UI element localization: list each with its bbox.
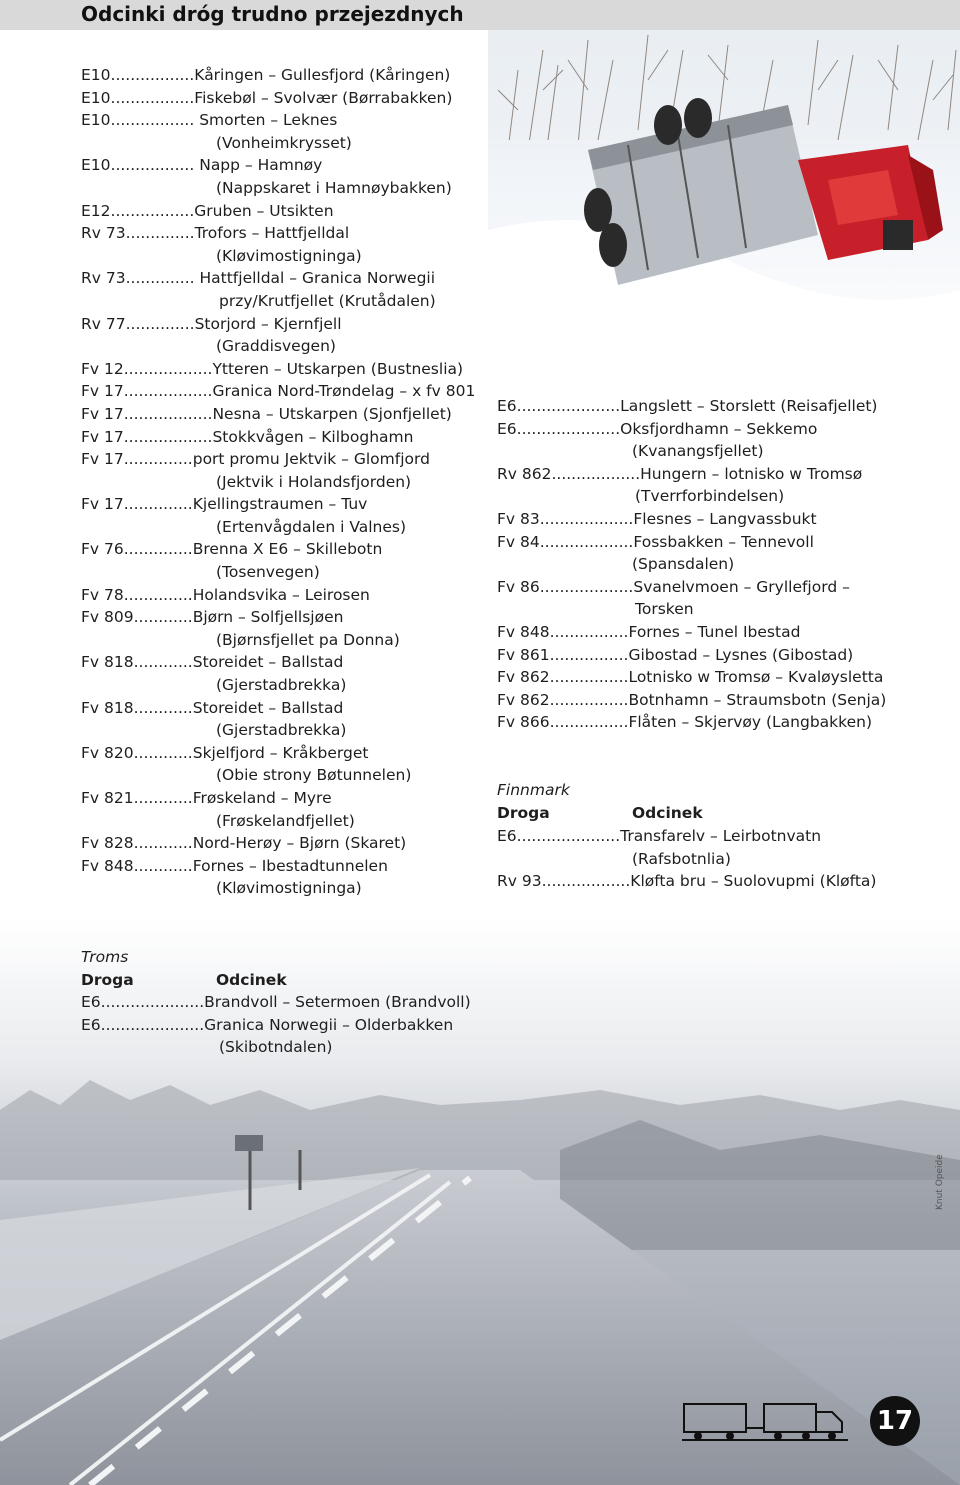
list-item: Fv 828............Nord-Herøy – Bjørn (Skaret) bbox=[81, 834, 407, 853]
page-title: Odcinki dróg trudno przejezdnych bbox=[81, 2, 464, 26]
region-troms: Troms bbox=[81, 948, 129, 966]
road-list-left bbox=[81, 64, 475, 900]
list-item: Fv 820............Skjelfjord – Kråkberget (Obie strony Bøtunnelen) bbox=[81, 743, 412, 785]
list-item: Fv 12..................Ytteren – Utskarpen (Bustneslia) bbox=[81, 359, 464, 378]
column-header-road: Droga bbox=[81, 971, 134, 989]
list-item: Fv 818............Storeidet – Ballstad (Gjerstadbrekka) bbox=[81, 698, 347, 740]
list-item: E6.....................Oksfjordhamn – Sekkemo (Kvanangsfjellet) bbox=[497, 419, 818, 461]
column-header-road: Droga bbox=[497, 804, 550, 822]
list-item: Fv 861................Gibostad – Lysnes (Gibostad) bbox=[497, 645, 854, 664]
list-item: Rv 73.............. Hattfjelldal – Granica Norwegii przy/Krutfjellet (Krutådalen) bbox=[81, 269, 436, 310]
list-item: E10................. Smorten – Leknes (Vonheimkrysset) bbox=[81, 111, 352, 152]
list-item: Rv 93..................Kløfta bru – Suolovupmi (Kløfta) bbox=[497, 872, 877, 891]
photo-credit: Knut Opeide bbox=[935, 1154, 945, 1210]
list-item: Fv 17..............Kjellingstraumen – Tuv (Ertenvågdalen i Valnes) bbox=[81, 495, 407, 536]
list-item: E6.....................Granica Norwegii – Olderbakken (Skibotndalen) bbox=[81, 1015, 454, 1057]
list-item: Fv 848............Fornes – Ibestadtunnelen (Kløvimostigninga) bbox=[81, 856, 388, 898]
table-header-finnmark bbox=[497, 802, 797, 825]
list-item: E6.....................Langslett – Storslett (Reisafjellet) bbox=[497, 397, 878, 415]
page-header bbox=[0, 0, 960, 30]
list-item: Rv 73..............Trofors – Hattfjelldal (Kløvimostigninga) bbox=[81, 224, 362, 265]
page-number: 17 bbox=[870, 1396, 920, 1446]
list-item: Rv 862..................Hungern – lotnisko w Tromsø (Tverrforbindelsen) bbox=[497, 464, 863, 506]
list-item: Fv 866................Flåten – Skjervøy (Langbakken) bbox=[497, 713, 872, 732]
list-item: E10................. Napp – Hamnøy (Nappskaret i Hamnøybakken) bbox=[81, 156, 452, 197]
list-item: Fv 17..................Stokkvågen – Kilboghamn bbox=[81, 427, 414, 446]
list-item: Fv 17..............port promu Jektvik – Glomfjord (Jektvik i Holandsfjorden) bbox=[81, 450, 430, 491]
list-item: Fv 17..................Nesna – Utskarpen (Sjonfjellet) bbox=[81, 404, 452, 423]
list-item: Fv 17..................Granica Nord-Trøndelag – x fv 801 bbox=[81, 382, 476, 401]
table-header-troms bbox=[81, 969, 381, 992]
list-item: Fv 821............Frøskeland – Myre (Frøskelandfjellet) bbox=[81, 789, 355, 830]
list-item: E12.................Gruben – Utsikten bbox=[81, 201, 334, 220]
road-list-troms bbox=[81, 991, 471, 1059]
road-list-finnmark bbox=[497, 825, 876, 893]
list-item: Fv 862................Botnhamn – Straumsbotn (Senja) bbox=[497, 690, 887, 709]
list-item: Fv 809............Bjørn – Solfjellsjøen (Bjørnsfjellet pa Donna) bbox=[81, 608, 400, 649]
list-item: Fv 78..............Holandsvika – Leirosen bbox=[81, 585, 370, 604]
road-list-right bbox=[497, 395, 886, 734]
column-header-segment: Odcinek bbox=[632, 804, 703, 822]
list-item: Rv 77..............Storjord – Kjernfjell (Graddisvegen) bbox=[81, 314, 342, 356]
list-item: Fv 818............Storeidet – Ballstad (Gjerstadbrekka) bbox=[81, 653, 347, 695]
list-item: Fv 84...................Fossbakken – Tennevoll (Spansdalen) bbox=[497, 532, 814, 574]
list-item: E6.....................Brandvoll – Setermoen (Brandvoll) bbox=[81, 993, 471, 1011]
list-item: E10.................Kåringen – Gullesfjord (Kåringen) bbox=[81, 66, 451, 84]
list-item: Fv 86...................Svanelvmoen – Gryllefjord – Torsken bbox=[497, 577, 850, 619]
list-item: Fv 76..............Brenna X E6 – Skillebotn (Tosenvegen) bbox=[81, 540, 383, 582]
list-item: Fv 83...................Flesnes – Langvassbukt bbox=[497, 509, 817, 528]
list-item: Fv 848................Fornes – Tunel Ibestad bbox=[497, 622, 801, 641]
list-item: Fv 862................Lotnisko w Tromsø – Kvaløysletta bbox=[497, 668, 884, 687]
list-item: E10.................Fiskebøl – Svolvær (Børrabakken) bbox=[81, 88, 453, 107]
column-header-segment: Odcinek bbox=[216, 971, 287, 989]
truck-trailer-icon bbox=[682, 1398, 848, 1444]
list-item: E6.....................Transfarelv – Leirbotnvatn (Rafsbotnlia) bbox=[497, 827, 822, 868]
region-finnmark: Finnmark bbox=[497, 781, 570, 799]
